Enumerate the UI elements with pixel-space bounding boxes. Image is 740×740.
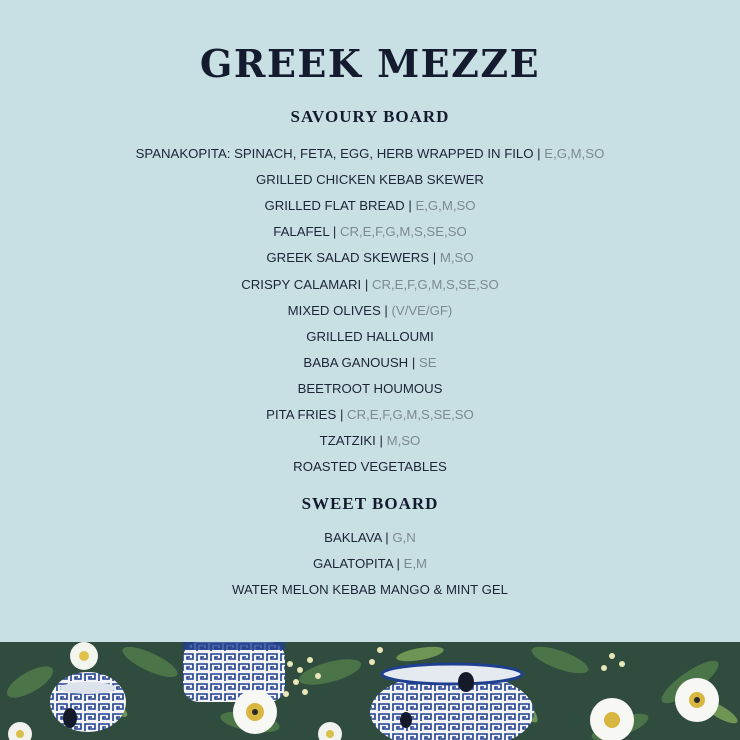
item-name: TZATZIKI bbox=[319, 433, 376, 449]
item-separator: | bbox=[329, 224, 340, 240]
savoury-menu-item bbox=[0, 380, 740, 398]
item-allergens: E,G,M,SO bbox=[544, 146, 605, 161]
savoury-board-heading: SAVOURY BOARD bbox=[290, 107, 450, 126]
item-name: GREEK SALAD SKEWERS bbox=[266, 250, 430, 266]
sweet-menu-item bbox=[0, 529, 740, 547]
sweet-menu-item bbox=[0, 581, 740, 599]
item-separator: | bbox=[381, 530, 393, 545]
savoury-menu-item bbox=[0, 354, 740, 372]
savoury-menu-item bbox=[0, 458, 740, 476]
item-name: GALATOPITA bbox=[312, 556, 393, 572]
item-allergens: CR,E,F,G,M,S,SE,SO bbox=[347, 407, 474, 422]
item-separator: | bbox=[533, 146, 545, 161]
savoury-menu-item bbox=[0, 249, 740, 267]
item-separator: | bbox=[404, 198, 416, 214]
item-separator: | bbox=[375, 433, 387, 449]
item-name: PITA FRIES bbox=[266, 407, 337, 422]
savoury-menu-item bbox=[0, 197, 740, 215]
savoury-menu-item bbox=[0, 276, 740, 294]
savoury-menu-item bbox=[0, 223, 740, 241]
item-allergens: CR,E,F,G,M,S,SE,SO bbox=[371, 276, 499, 292]
item-name: SPANAKOPITA: SPINACH, FETA, EGG, HERB WRAPPED IN FILO bbox=[135, 146, 534, 161]
savoury-menu-item bbox=[0, 145, 740, 163]
item-separator: | bbox=[380, 302, 392, 318]
item-name: WATER MELON KEBAB MANGO & MINT GEL bbox=[231, 582, 508, 598]
savoury-menu-item bbox=[0, 302, 740, 320]
item-allergens: E,M bbox=[403, 556, 428, 572]
item-name: BABA GANOUSH bbox=[303, 354, 409, 370]
floral-pottery-illustration bbox=[0, 642, 740, 740]
sweet-board-heading: SWEET BOARD bbox=[301, 494, 439, 513]
savoury-menu-item bbox=[0, 171, 740, 189]
item-allergens: SE bbox=[418, 354, 437, 370]
item-name: BAKLAVA bbox=[324, 530, 382, 545]
item-name: CRISPY CALAMARI bbox=[241, 276, 362, 292]
item-allergens: E,G,M,SO bbox=[415, 198, 476, 214]
item-allergens: M,SO bbox=[386, 433, 421, 449]
savoury-menu-item bbox=[0, 328, 740, 346]
item-name: GRILLED CHICKEN KEBAB SKEWER bbox=[256, 172, 484, 188]
item-name: MIXED OLIVES bbox=[287, 302, 381, 318]
item-name: GRILLED FLAT BREAD bbox=[264, 198, 405, 214]
item-separator: | bbox=[408, 354, 419, 370]
floral-pottery-image bbox=[0, 642, 740, 740]
menu-title: GREEK MEZZE bbox=[199, 41, 541, 86]
item-allergens: CR,E,F,G,M,S,SE,SO bbox=[339, 224, 467, 240]
item-separator: | bbox=[392, 556, 404, 572]
savoury-menu-item bbox=[0, 432, 740, 450]
item-allergens: (V/VE/GF) bbox=[391, 302, 453, 318]
item-separator: | bbox=[336, 407, 348, 422]
item-name: BEETROOT HOUMOUS bbox=[297, 380, 443, 396]
sweet-menu-item bbox=[0, 555, 740, 573]
item-allergens: M,SO bbox=[439, 250, 474, 266]
item-name: ROASTED VEGETABLES bbox=[293, 459, 447, 475]
item-allergens: G,N bbox=[392, 530, 416, 545]
item-separator: | bbox=[361, 276, 372, 292]
item-name: GRILLED HALLOUMI bbox=[306, 328, 434, 344]
savoury-menu-item bbox=[0, 406, 740, 424]
item-name: FALAFEL bbox=[273, 224, 330, 240]
item-separator: | bbox=[429, 250, 440, 266]
